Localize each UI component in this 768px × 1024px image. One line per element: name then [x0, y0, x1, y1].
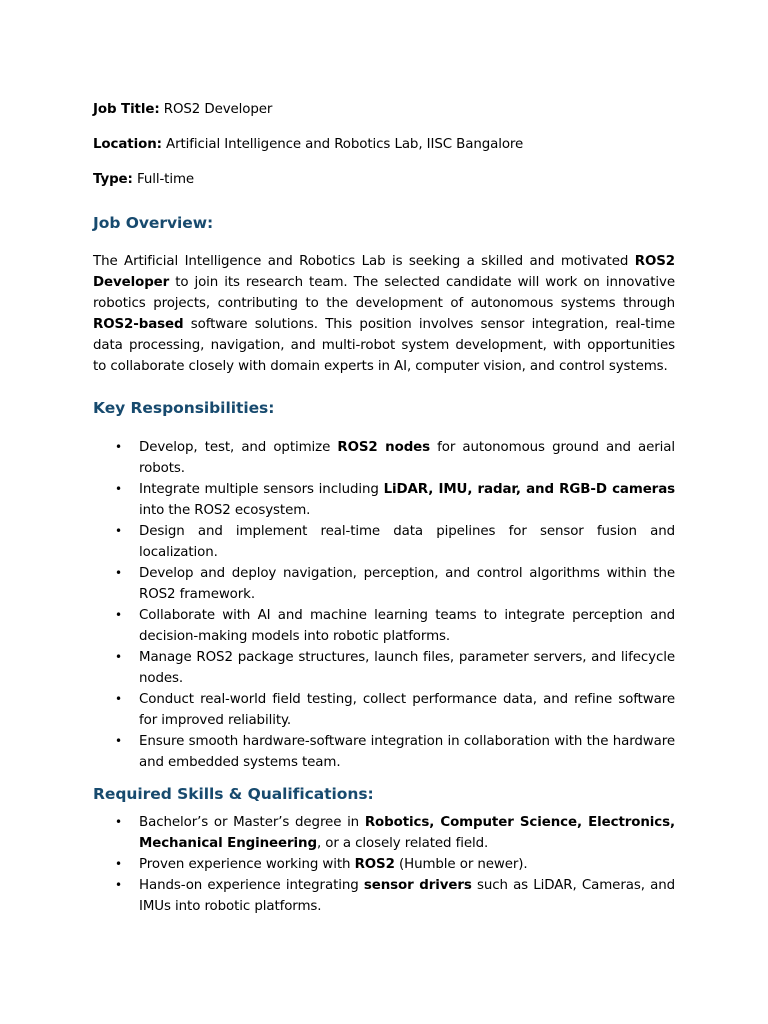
- bullet-icon: •: [115, 692, 122, 707]
- overview-bold-2: ROS2-based: [93, 316, 184, 332]
- item-text: Design and implement real-time data pipelines for sensor fusion and localization.: [139, 524, 675, 561]
- bullet-icon: •: [115, 566, 122, 581]
- bullet-icon: •: [115, 650, 122, 665]
- bullet-icon: •: [115, 857, 122, 872]
- list-item: [115, 875, 675, 917]
- list-item: [115, 521, 675, 563]
- item-text: such as LiDAR, Cameras, and IMUs into robotic platforms.: [139, 878, 675, 915]
- list-item: [115, 647, 675, 689]
- item-text: Integrate multiple sensors including: [139, 482, 384, 498]
- item-text: Conduct real-world field testing, collect performance data, and refine software for improved reliability.: [139, 692, 675, 729]
- job-title-value: ROS2 Developer: [159, 102, 273, 117]
- item-text: Hands-on experience integrating: [139, 878, 364, 894]
- list-item: [115, 479, 675, 521]
- item-text: Develop, test, and optimize: [139, 440, 338, 456]
- list-item: [115, 605, 675, 647]
- skills-list: [93, 812, 675, 917]
- item-bold: LiDAR, IMU, radar, and RGB-D cameras: [383, 482, 675, 498]
- item-text: (Humble or newer).: [394, 857, 528, 873]
- bullet-icon: •: [115, 524, 122, 539]
- job-overview-paragraph: [93, 252, 675, 377]
- bullet-icon: •: [115, 815, 122, 830]
- list-item: [115, 731, 675, 773]
- bullet-icon: •: [115, 440, 122, 455]
- responsibilities-list: [93, 437, 675, 773]
- required-skills-heading: Required Skills & Qualifications:: [93, 785, 374, 804]
- location-line: [93, 136, 675, 154]
- type-value: Full-time: [132, 172, 195, 187]
- bullet-icon: •: [115, 482, 122, 497]
- bullet-icon: •: [115, 608, 122, 623]
- item-text: Manage ROS2 package structures, launch files, parameter servers, and lifecycle nodes.: [139, 650, 675, 687]
- list-item: [115, 689, 675, 731]
- overview-text-2: to join its research team. The selected candidate will work on innovative robotics projects, contributing to the development of autonomous systems through: [93, 274, 675, 311]
- item-text: Ensure smooth hardware-software integration in collaboration with the hardware and embedded systems team.: [139, 734, 675, 771]
- overview-text-3: software solutions. This position involves sensor integration, real-time data processing, navigation, and multi-robot system development, with opportunities to collaborate closely with domain experts in AI, computer vision, and control systems.: [93, 316, 675, 374]
- list-item: [115, 812, 675, 854]
- job-title-line: [93, 101, 675, 119]
- bullet-icon: •: [115, 878, 122, 893]
- item-text: Collaborate with AI and machine learning teams to integrate perception and decision-making models into robotic platforms.: [139, 608, 675, 645]
- item-text: Proven experience working with: [139, 857, 355, 873]
- overview-bold-1: ROS2 Developer: [93, 254, 675, 290]
- item-bold: sensor drivers: [363, 878, 472, 894]
- item-bold: ROS2 nodes: [337, 440, 431, 456]
- location-value: Artificial Intelligence and Robotics Lab, IISC Bangalore: [161, 137, 524, 152]
- location-label: Location:: [93, 137, 162, 152]
- list-item: [115, 437, 675, 479]
- job-overview-heading: Job Overview:: [93, 214, 214, 232]
- type-label: Type:: [93, 172, 133, 187]
- type-line: [93, 171, 675, 189]
- list-item: [115, 563, 675, 605]
- job-title-label: Job Title:: [93, 102, 160, 117]
- key-responsibilities-heading: Key Responsibilities:: [93, 399, 275, 418]
- item-bold: Robotics, Computer Science, Electronics, Mechanical Engineering: [139, 815, 675, 852]
- item-bold: ROS2: [354, 857, 395, 873]
- item-text: into the ROS2 ecosystem.: [139, 503, 311, 519]
- item-text: for autonomous ground and aerial robots.: [139, 440, 675, 477]
- item-text: Develop and deploy navigation, perception, and control algorithms within the ROS2 framework.: [139, 566, 675, 603]
- item-text: Bachelor’s or Master’s degree in: [139, 815, 365, 831]
- bullet-icon: •: [115, 734, 122, 749]
- list-item: [115, 854, 675, 875]
- overview-text-1: The Artificial Intelligence and Robotics Lab is seeking a skilled and motivated: [93, 254, 635, 269]
- item-text: , or a closely related field.: [316, 836, 489, 852]
